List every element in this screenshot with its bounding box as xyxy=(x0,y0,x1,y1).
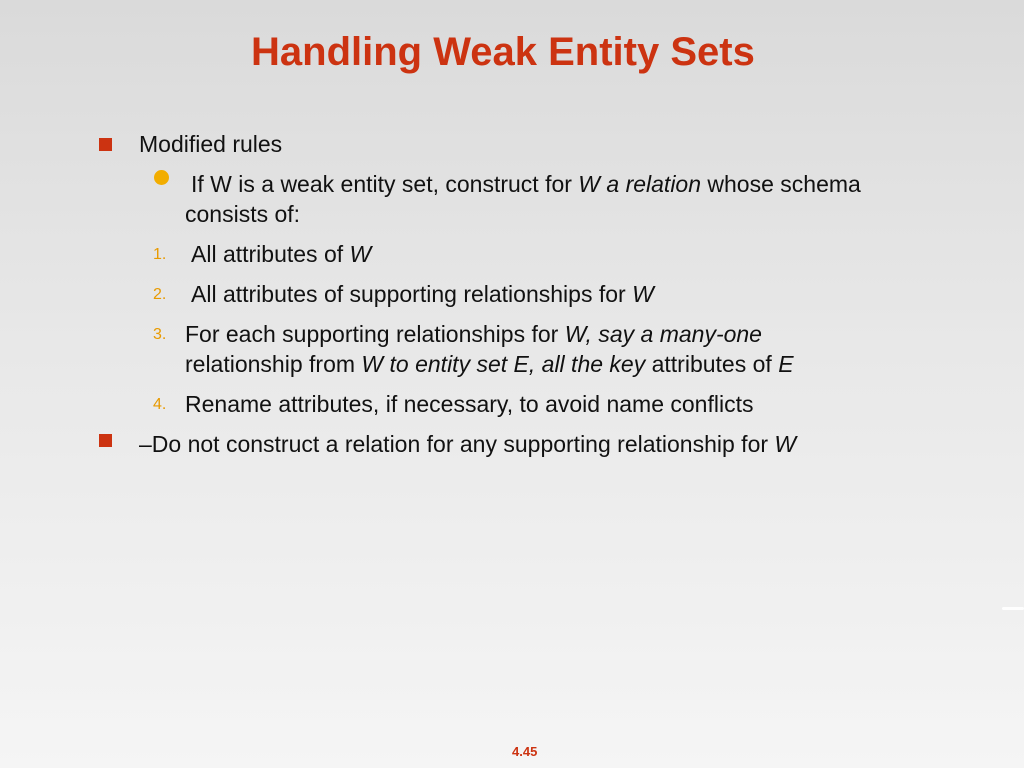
item-text: attributes of xyxy=(645,351,779,377)
item-text: All attributes of supporting relationships for xyxy=(191,281,633,307)
sub-bullet-line-2: consists of: xyxy=(185,201,301,227)
item-text: For each supporting relationships for xyxy=(185,321,565,347)
bullet-text: –Do not construct a relation for any supporting relationship for xyxy=(139,431,775,457)
round-bullet-icon xyxy=(154,170,169,185)
item-number: 3. xyxy=(153,326,167,343)
bullet-modified-rules: Modified rules xyxy=(139,131,283,157)
square-bullet-icon xyxy=(99,138,112,151)
bullet-italic: W xyxy=(774,431,797,457)
item-number: 2. xyxy=(153,286,167,303)
item-number: 1. xyxy=(153,246,167,263)
sub-bullet-line-1 xyxy=(191,169,861,199)
slide-title: Handling Weak Entity Sets xyxy=(251,30,755,74)
list-item-continuation xyxy=(185,349,794,379)
bullet-do-not-construct xyxy=(139,429,796,459)
sub-bullet-text-a: If W is a weak entity set, construct for xyxy=(191,171,579,197)
decorative-swoosh xyxy=(1002,607,1024,610)
list-item xyxy=(191,279,654,309)
item-text: All attributes of xyxy=(191,241,350,267)
item-number: 4. xyxy=(153,396,167,413)
item-italic: W to entity set E, all the key xyxy=(361,351,646,377)
item-italic: W, say a many-one xyxy=(564,321,762,347)
item-italic: W xyxy=(349,241,372,267)
sub-bullet-italic: W a relation xyxy=(578,171,702,197)
square-bullet-icon xyxy=(99,434,112,447)
item-text: relationship from xyxy=(185,351,362,377)
sub-bullet-text-b: whose schema xyxy=(701,171,861,197)
item-italic: W xyxy=(632,281,654,307)
page-number: 4.45 xyxy=(512,744,538,759)
item-italic: E xyxy=(778,351,794,377)
list-item: Rename attributes, if necessary, to avoid name conflicts xyxy=(185,391,754,417)
list-item xyxy=(185,319,762,349)
list-item xyxy=(191,239,371,269)
